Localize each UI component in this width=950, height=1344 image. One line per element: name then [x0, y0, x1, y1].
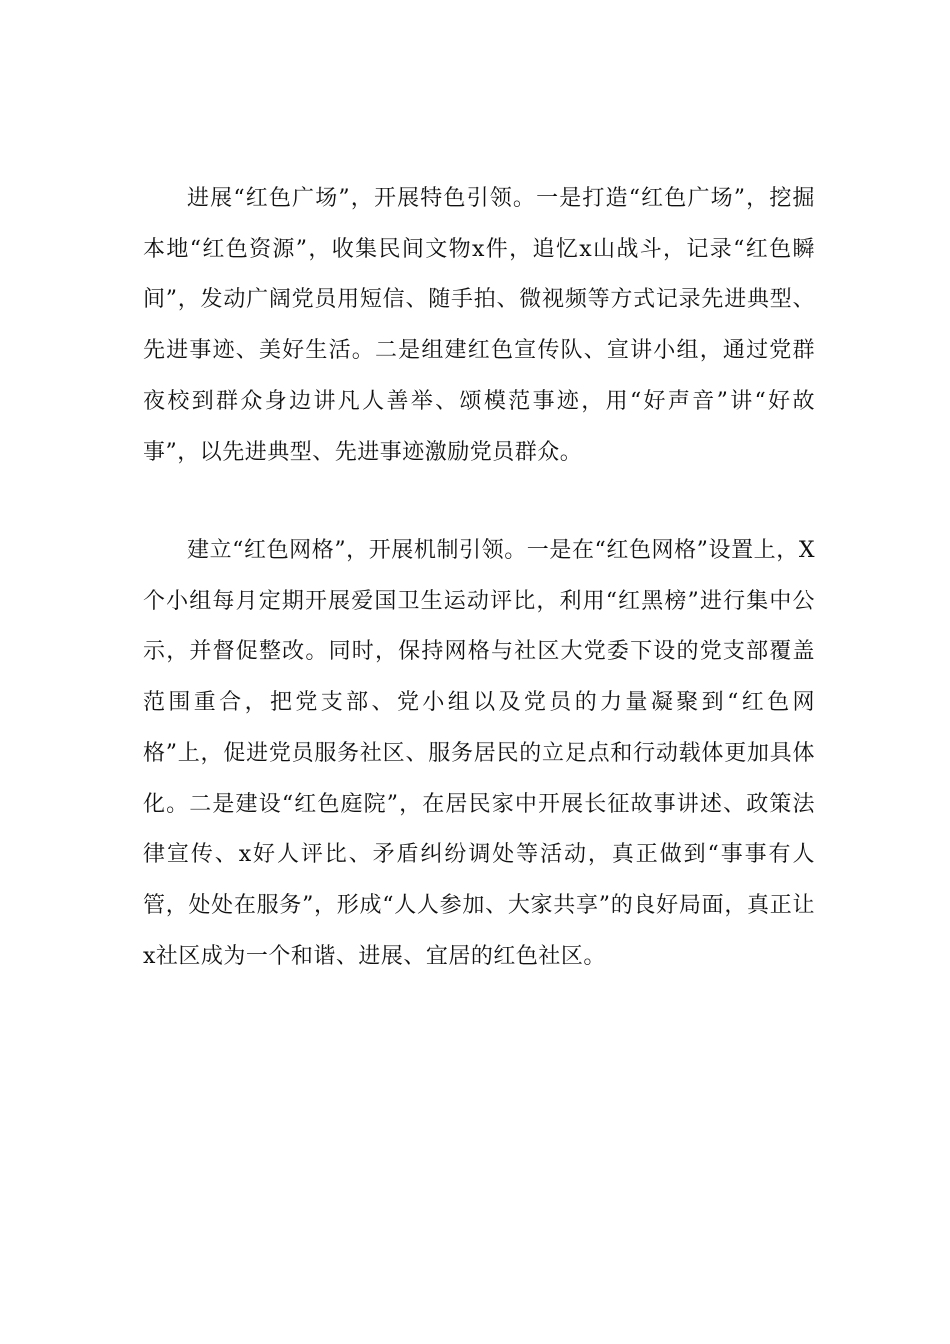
body-paragraph-red-square: 进展“红色广场”，开展特色引领。一是打造“红色广场”，挖掘本地“红色资源”，收集民间文物x件，追忆x山战斗，记录“红色瞬间”，发动广阔党员用短信、随手拍、微视频等方式记录先进典型、先进事迹、美好生活。二是组建红色宣传队、宣讲小组，通过党群夜校到群众身边讲凡人善举、颂模范事迹，用“好声音”讲“好故事”，以先进典型、先进事迹激励党员群众。	[143, 186, 815, 465]
body-paragraph-red-grid: 建立“红色网格”，开展机制引领。一是在“红色网格”设置上，X个小组每月定期开展爱国卫生运动评比，利用“红黑榜”进行集中公示，并督促整改。同时，保持网格与社区大党委下设的党支部覆盖范围重合，把党支部、党小组以及党员的力量凝聚到“红色网格”上，促进党员服务社区、服务居民的立足点和行动载体更加具体化。二是建设“红色庭院”，在居民家中开展长征故事讲述、政策法律宣传、x好人评比、矛盾纠纷调处等活动，真正做到“事事有人管，处处在服务”，形成“人人参加、大家共享”的良好局面，真正让x社区成为一个和谐、进展、宜居的红色社区。	[143, 538, 815, 969]
